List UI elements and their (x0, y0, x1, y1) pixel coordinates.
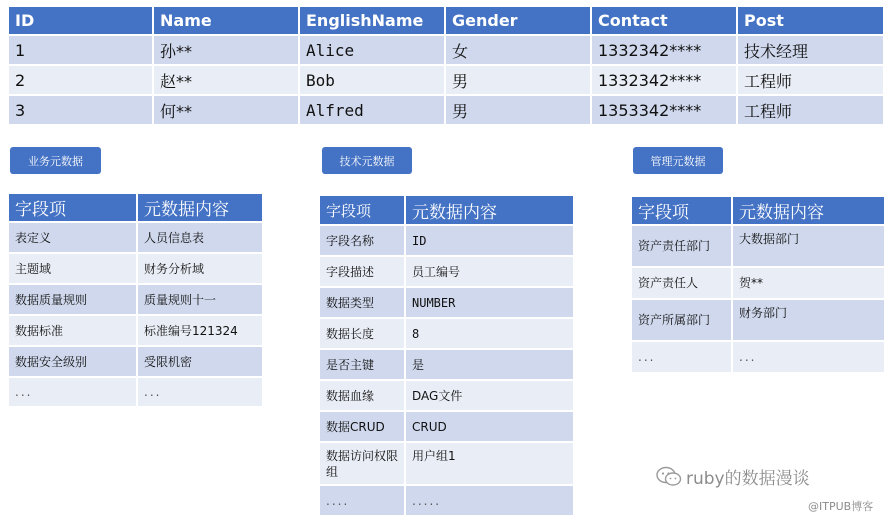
header-name: Name (154, 7, 300, 36)
table-row (9, 66, 883, 96)
cell-post: 技术经理 (738, 36, 883, 66)
header-metadata-content: 元数据内容 (138, 194, 262, 223)
table-row (320, 319, 573, 350)
cell-gender: 女 (446, 36, 592, 66)
cell-id: 1 (9, 36, 154, 66)
metadata-content: 员工编号 (406, 257, 573, 288)
table-row (320, 288, 573, 319)
table-row (9, 285, 262, 316)
metadata-content: 大数据部门 (733, 226, 884, 268)
table-row (320, 443, 573, 486)
field-item: 数据CRUD (320, 412, 406, 443)
table-row (9, 378, 262, 408)
table-row (320, 350, 573, 381)
cell-name: 何** (154, 96, 300, 126)
cell-english-name: Bob (300, 66, 446, 96)
management-metadata-tag: 管理元数据 (633, 147, 723, 174)
header-field-item: 字段项 (9, 194, 138, 223)
metadata-content: 标准编号121324 (138, 316, 262, 347)
people-table (9, 7, 883, 126)
business-metadata-table (9, 194, 262, 408)
cell-english-name: Alice (300, 36, 446, 66)
field-item: 是否主键 (320, 350, 406, 381)
people-header-row (9, 7, 883, 36)
header-field-item: 字段项 (632, 197, 733, 226)
table-row (632, 268, 884, 300)
metadata-content: 受限机密 (138, 347, 262, 378)
wechat-icon (656, 466, 682, 488)
field-item: 数据安全级别 (9, 347, 138, 378)
metadata-content: ... (138, 378, 262, 408)
metadata-content: 人员信息表 (138, 223, 262, 254)
business-header-row (9, 194, 262, 223)
table-row (9, 223, 262, 254)
cell-name: 赵** (154, 66, 300, 96)
field-item: 主题域 (9, 254, 138, 285)
field-item: ... (9, 378, 138, 408)
cell-gender: 男 (446, 96, 592, 126)
management-metadata-table (632, 197, 884, 374)
header-contact: Contact (592, 7, 738, 36)
table-row (9, 316, 262, 347)
field-item: 资产责任人 (632, 268, 733, 300)
table-row (320, 412, 573, 443)
header-english-name: EnglishName (300, 7, 446, 36)
metadata-content: DAG文件 (406, 381, 573, 412)
header-id: ID (9, 7, 154, 36)
technical-metadata-table (320, 196, 573, 517)
watermark (656, 464, 810, 489)
table-row (320, 257, 573, 288)
cell-contact: 1332342**** (592, 66, 738, 96)
field-item: 表定义 (9, 223, 138, 254)
cell-contact: 1353342**** (592, 96, 738, 126)
table-row (632, 300, 884, 342)
metadata-content: 财务部门 (733, 300, 884, 342)
cell-gender: 男 (446, 66, 592, 96)
cell-name: 孙** (154, 36, 300, 66)
table-row (9, 254, 262, 285)
table-row (632, 226, 884, 268)
watermark-source: @ITPUB博客 (808, 500, 874, 513)
metadata-content: 是 (406, 350, 573, 381)
table-row (320, 226, 573, 257)
table-row (320, 486, 573, 517)
metadata-content: ..... (406, 486, 573, 517)
header-field-item: 字段项 (320, 196, 406, 226)
header-gender: Gender (446, 7, 592, 36)
cell-post: 工程师 (738, 96, 883, 126)
cell-post: 工程师 (738, 66, 883, 96)
metadata-content: ID (406, 226, 573, 257)
field-item: 数据质量规则 (9, 285, 138, 316)
cell-id: 3 (9, 96, 154, 126)
field-item: 数据长度 (320, 319, 406, 350)
field-item: 数据类型 (320, 288, 406, 319)
table-row (320, 381, 573, 412)
header-metadata-content: 元数据内容 (406, 196, 573, 226)
table-row (9, 96, 883, 126)
header-post: Post (738, 7, 883, 36)
metadata-content: ... (733, 342, 884, 374)
table-row (632, 342, 884, 374)
cell-contact: 1332342**** (592, 36, 738, 66)
field-item: 字段描述 (320, 257, 406, 288)
metadata-content: CRUD (406, 412, 573, 443)
field-item: .... (320, 486, 406, 517)
field-item: ... (632, 342, 733, 374)
field-item: 资产所属部门 (632, 300, 733, 342)
cell-id: 2 (9, 66, 154, 96)
metadata-content: 财务分析域 (138, 254, 262, 285)
metadata-content: NUMBER (406, 288, 573, 319)
technical-metadata-tag: 技术元数据 (322, 147, 412, 174)
business-metadata-tag: 业务元数据 (10, 147, 101, 174)
field-item: 数据血缘 (320, 381, 406, 412)
metadata-content: 贺** (733, 268, 884, 300)
field-item: 数据访问权限组 (320, 443, 406, 486)
metadata-content: 质量规则十一 (138, 285, 262, 316)
metadata-content: 用户组1 (406, 443, 573, 486)
field-item: 资产责任部门 (632, 226, 733, 268)
cell-english-name: Alfred (300, 96, 446, 126)
field-item: 字段名称 (320, 226, 406, 257)
technical-header-row (320, 196, 573, 226)
header-metadata-content: 元数据内容 (733, 197, 884, 226)
table-row (9, 347, 262, 378)
management-header-row (632, 197, 884, 226)
metadata-content: 8 (406, 319, 573, 350)
table-row (9, 36, 883, 66)
field-item: 数据标准 (9, 316, 138, 347)
watermark-text: ruby的数据漫谈 (686, 469, 810, 489)
